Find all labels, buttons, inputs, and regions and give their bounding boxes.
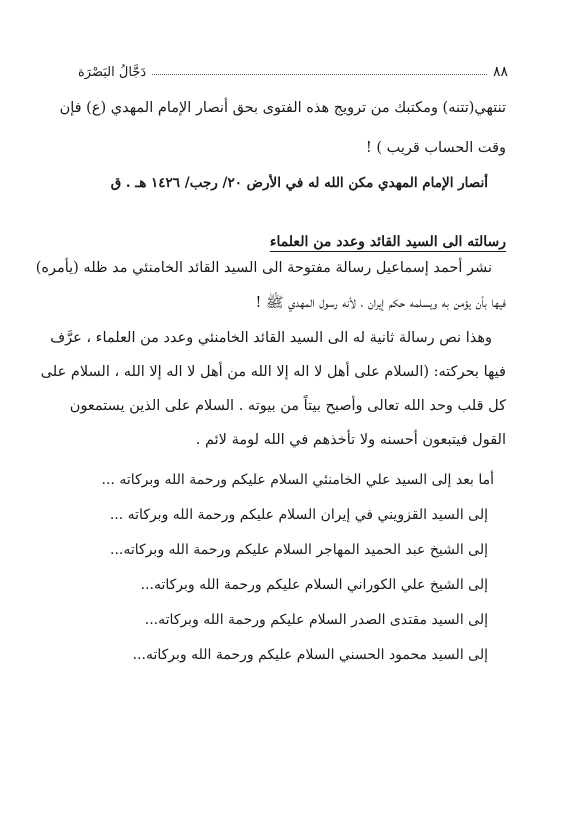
- text-line: وقت الحساب قريب ) !: [365, 140, 506, 156]
- greeting-line: إلى السيد محمود الحسني السلام عليكم ورحمة الله وبركاته...: [132, 647, 488, 663]
- running-title: دَجَّالُ البَصْرَة: [78, 65, 147, 80]
- greeting-line: إلى السيد القزويني في إيران السلام عليكم ورحمة الله وبركاته ...: [109, 507, 488, 523]
- page-number: ٨٨: [492, 64, 508, 80]
- signature-line: أنصار الإمام المهدي مكن الله له في الأرض ٢٠/ رجب/ ١٤٢٦ هـ . ق: [110, 175, 488, 191]
- text-line: القول فيتبعون أحسنه ولا تأخذهم في الله لومة لائم .: [195, 432, 506, 448]
- page-header: [78, 58, 508, 80]
- greeting-line: إلى السيد مقتدى الصدر السلام عليكم ورحمة الله وبركاته...: [144, 612, 488, 628]
- text-line: تنتهي(تتنه) ومكتبك من ترويج هذه الفتوى بحق أنصار الإمام المهدي (ع) فإن: [59, 100, 506, 116]
- greeting-line: أما بعد إلى السيد علي الخامنئي السلام عليكم ورحمة الله وبركاته ...: [101, 472, 494, 488]
- header-dotted-rule: [152, 74, 487, 75]
- text-line: فيها بأن يؤمن به ويسلمه حكم إيران ، لأنه رسول المهدي ﷺ !: [255, 295, 506, 311]
- text-line: كل قلب وحد الله تعالى وأصبح بيتاً من بيوته . السلام على الذين يستمعون: [69, 398, 506, 414]
- text-line: نشر أحمد إسماعيل رسالة مفتوحة الى السيد القائد الخامنئي مد ظله (يأمره): [35, 260, 492, 276]
- section-title: رسالته الى السيد القائد وعدد من العلماء: [269, 234, 506, 250]
- text-line: وهذا نص رسالة ثانية له الى السيد القائد الخامنئي وعدد من العلماء ، عرَّف: [50, 330, 492, 346]
- text-line: فيها بحركته: (السلام على أهل لا اله إلا الله من أهل لا اله إلا الله ، السلام على: [40, 364, 506, 380]
- greeting-line: إلى الشيخ علي الكوراني السلام عليكم ورحمة الله وبركاته...: [140, 577, 488, 593]
- greeting-line: إلى الشيخ عبد الحميد المهاجر السلام عليكم ورحمة الله وبركاته...: [110, 542, 488, 558]
